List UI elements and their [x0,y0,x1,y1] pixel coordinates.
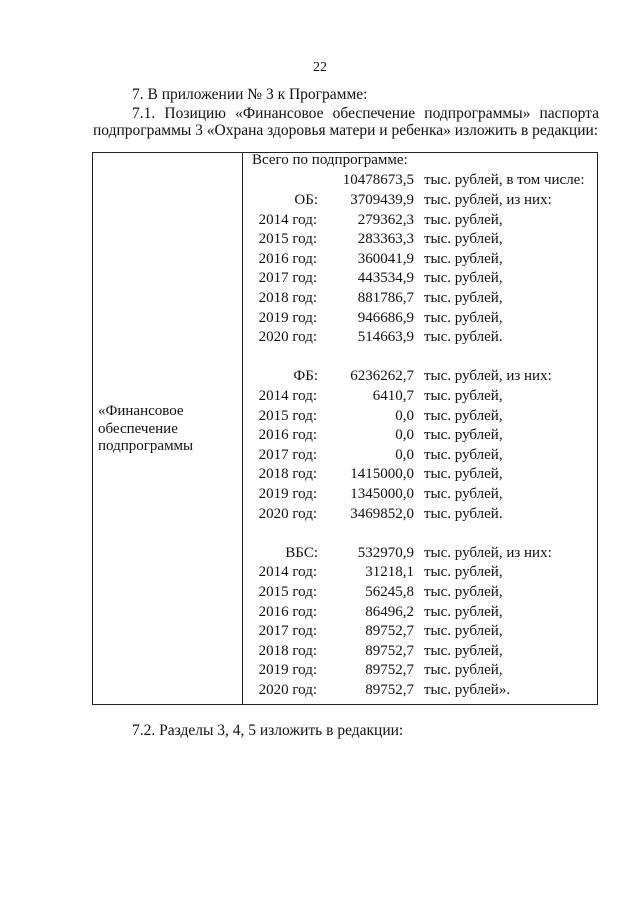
year-label: 2015 год: [258,231,317,248]
amount-unit: тыс. рублей, [424,309,503,326]
year-label: 2014 год: [258,211,317,228]
year-label: 2015 год: [258,407,317,424]
amount-value: 89752,7 [365,682,414,698]
year-label: 2017 год: [258,623,317,640]
amount-unit: тыс. рублей, [424,662,503,679]
total-value: 10478673,5 [342,172,414,188]
year-row [0,388,640,408]
amount-unit: тыс. рублей, [424,290,503,306]
amount-unit: тыс. рублей, [424,250,503,267]
total-row [0,172,640,192]
amount-value: 31218,1 [365,564,414,581]
year-row [0,604,640,624]
amount-value: 3709439,9 [350,192,414,208]
amount-value: 89752,7 [365,662,414,679]
year-row [0,310,640,330]
amount-value: 0,0 [395,427,414,444]
year-label: 2018 год: [258,466,317,483]
funding-position-label: «Финансовое обеспечение подпрограммы [98,403,194,454]
year-row [0,682,640,702]
amount-value: 6236262,7 [350,368,414,385]
amount-unit: тыс. рублей, [424,388,503,404]
amount-unit: тыс. рублей, [424,231,503,248]
year-row [0,466,640,486]
amount-value: 1415000,0 [350,466,414,483]
amount-value: 360041,9 [357,250,414,267]
year-row [0,623,640,643]
total-title: Всего по подпрограмме: [252,152,408,168]
amount-unit: тыс. рублей, [424,466,503,483]
amount-value: 946686,9 [357,309,414,326]
amount-value: 881786,7 [357,290,414,306]
funding-source-label: ВБС: [285,544,318,561]
amount-unit: тыс. рублей, [424,486,503,502]
funding-source-row [0,192,640,212]
amount-unit: тыс. рублей, [424,603,503,620]
funding-source-row [0,545,640,565]
amount-unit: тыс. рублей. [424,505,503,522]
year-label: 2020 год: [258,505,317,522]
year-row [0,329,640,349]
year-label: 2019 год: [258,486,317,502]
funding-source-label: ФБ: [293,368,318,385]
amount-unit: тыс. рублей. [424,329,503,346]
amount-unit: тыс. рублей, [424,623,503,640]
year-label: 2018 год: [258,290,317,306]
year-label: 2016 год: [258,603,317,620]
amount-value: 514663,9 [357,329,414,346]
year-row [0,251,640,271]
total-unit: тыс. рублей, в том числе: [424,172,585,188]
year-row [0,212,640,232]
amount-value: 3469852,0 [350,505,414,522]
amount-unit: тыс. рублей, из них: [424,192,552,208]
year-label: 2017 год: [258,446,317,463]
year-label: 2020 год: [258,329,317,346]
amount-value: 56245,8 [365,584,414,600]
year-row [0,231,640,251]
funding-source-label: ОБ: [294,192,318,208]
amount-value: 6410,7 [372,388,414,404]
year-row [0,662,640,682]
year-row [0,486,640,506]
year-row [0,447,640,467]
amount-value: 89752,7 [365,623,414,640]
item-7-heading: 7. В приложении № 3 к Программе: [132,86,368,103]
amount-unit: тыс. рублей, [424,564,503,581]
funding-source-row [0,368,640,388]
year-row [0,270,640,290]
year-label: 2015 год: [258,584,317,600]
amount-value: 1345000,0 [350,486,414,502]
amount-unit: тыс. рублей, из них: [424,368,552,385]
year-row [0,290,640,310]
year-row [0,506,640,526]
year-row [0,564,640,584]
year-label: 2019 год: [258,662,317,679]
year-label: 2018 год: [258,642,317,659]
amount-value: 279362,3 [357,211,414,228]
amount-value: 283363,3 [357,231,414,248]
item-7-1-line-2: подпрограммы 3 «Охрана здоровья матери и ребенка» изложить в редакции: [93,122,599,139]
year-row [0,408,640,428]
amount-unit: тыс. рублей, [424,211,503,228]
amount-unit: тыс. рублей, [424,270,503,287]
amount-unit: тыс. рублей, из них: [424,544,552,561]
amount-value: 89752,7 [365,642,414,659]
amount-unit: тыс. рублей». [424,682,511,698]
year-row [0,427,640,447]
year-row [0,643,640,663]
page-number: 22 [313,60,327,75]
year-label: 2014 год: [258,564,317,581]
year-label: 2014 год: [258,388,317,404]
year-label: 2016 год: [258,250,317,267]
year-label: 2016 год: [258,427,317,444]
year-label: 2020 год: [258,682,317,698]
amount-unit: тыс. рублей, [424,407,503,424]
amount-unit: тыс. рублей, [424,446,503,463]
amount-value: 0,0 [395,407,414,424]
amount-value: 532970,9 [357,544,414,561]
amount-value: 0,0 [395,446,414,463]
amount-value: 86496,2 [365,603,414,620]
amount-unit: тыс. рублей, [424,642,503,659]
item-7-2-text: 7.2. Разделы 3, 4, 5 изложить в редакции: [132,722,404,739]
item-7-1-line-1: 7.1. Позицию «Финансовое обеспечение подпрограммы» паспорта [132,105,599,122]
year-label: 2017 год: [258,270,317,287]
amount-unit: тыс. рублей, [424,584,503,600]
year-label: 2019 год: [258,309,317,326]
year-row [0,584,640,604]
amount-value: 443534,9 [357,270,414,287]
amount-unit: тыс. рублей, [424,427,503,444]
